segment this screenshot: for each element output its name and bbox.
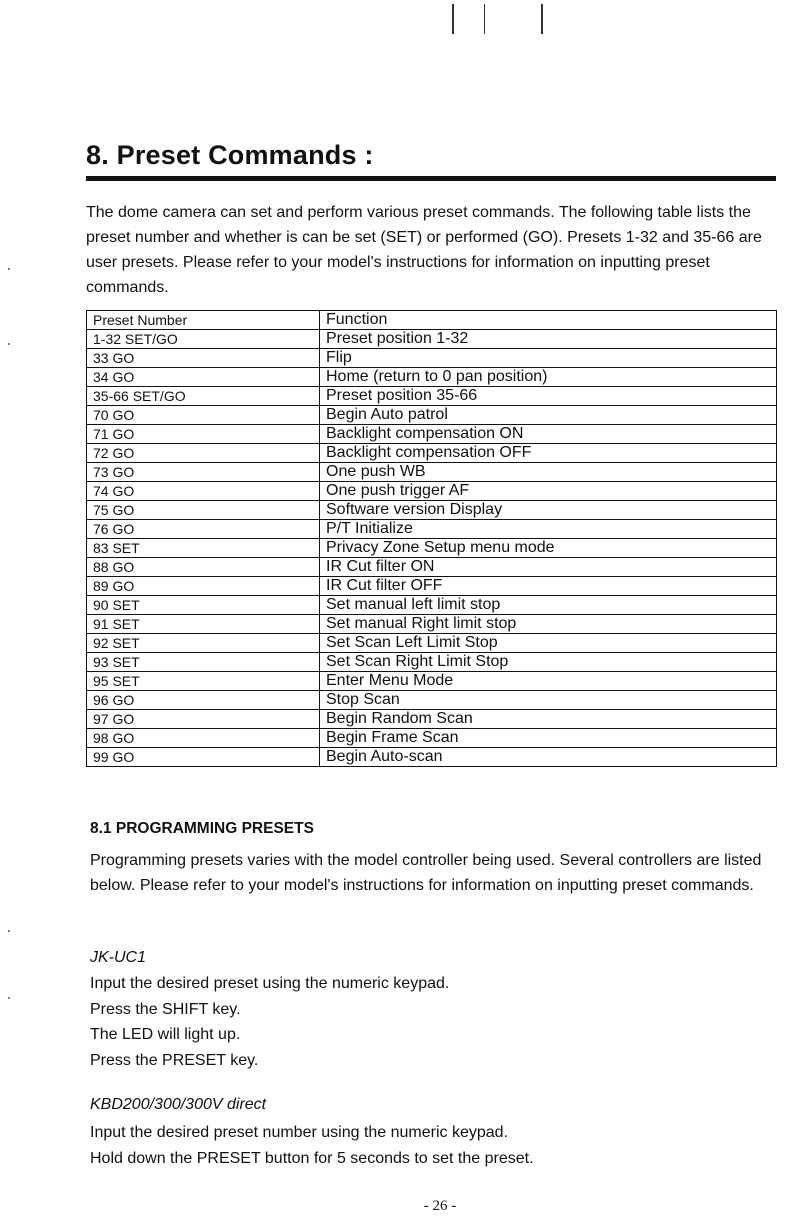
preset-function: Set Scan Right Limit Stop [320, 653, 777, 672]
preset-number: 95 SET [87, 672, 320, 691]
table-row [87, 653, 777, 672]
step-item: The LED will light up. [90, 1026, 241, 1043]
table-row [87, 368, 777, 387]
table-row [87, 710, 777, 729]
programming-paragraph: Programming presets varies with the model controller being used. Several controllers are listed below. Please refer to your model's instructions for information on inputting preset commands. [90, 852, 762, 894]
preset-function: Software version Display [320, 501, 777, 520]
scan-mark [452, 4, 454, 34]
table-row [87, 577, 777, 596]
preset-number: 97 GO [87, 710, 320, 729]
preset-function: Stop Scan [320, 691, 777, 710]
preset-number: 73 GO [87, 463, 320, 482]
table-row [87, 691, 777, 710]
preset-function: Backlight compensation ON [320, 425, 777, 444]
scan-mark [541, 4, 543, 34]
preset-function: IR Cut filter OFF [320, 577, 777, 596]
title-rule [86, 176, 776, 181]
step-item: Input the desired preset number using the numeric keypad. [90, 1124, 509, 1141]
preset-function: Preset position 1-32 [320, 330, 777, 349]
table-row [87, 672, 777, 691]
preset-number: 99 GO [87, 748, 320, 767]
preset-number: 34 GO [87, 368, 320, 387]
preset-number: 70 GO [87, 406, 320, 425]
preset-function: One push WB [320, 463, 777, 482]
preset-number: 98 GO [87, 729, 320, 748]
preset-number: 91 SET [87, 615, 320, 634]
table-row [87, 425, 777, 444]
page-title: 8. Preset Commands : [86, 140, 374, 170]
preset-number: 93 SET [87, 653, 320, 672]
table-row [87, 482, 777, 501]
controller-heading-jk-uc1: JK-UC1 [90, 949, 147, 966]
header-preset-number: Preset Number [87, 311, 320, 330]
table-row [87, 387, 777, 406]
step-item: Input the desired preset using the numeric keypad. [90, 975, 450, 992]
preset-function: Set manual Right limit stop [320, 615, 777, 634]
preset-number: 1-32 SET/GO [87, 330, 320, 349]
preset-number: 33 GO [87, 349, 320, 368]
controller-steps-jk-uc1 [90, 971, 449, 1073]
preset-number: 90 SET [87, 596, 320, 615]
preset-number: 71 GO [87, 425, 320, 444]
preset-number: 76 GO [87, 520, 320, 539]
preset-function: Begin Auto patrol [320, 406, 777, 425]
section-heading: 8.1 PROGRAMMING PRESETS [90, 820, 314, 837]
table-row [87, 748, 777, 767]
preset-number: 83 SET [87, 539, 320, 558]
preset-number: 96 GO [87, 691, 320, 710]
table-row [87, 330, 777, 349]
page-number: - 26 - [423, 1198, 457, 1214]
table-row [87, 634, 777, 653]
preset-function: Enter Menu Mode [320, 672, 777, 691]
table-row [87, 539, 777, 558]
table-row [87, 406, 777, 425]
table-row [87, 558, 777, 577]
table-row [87, 463, 777, 482]
preset-number: 92 SET [87, 634, 320, 653]
header-function: Function [320, 311, 777, 330]
preset-number: 88 GO [87, 558, 320, 577]
preset-number: 75 GO [87, 501, 320, 520]
table-row [87, 596, 777, 615]
step-item: Hold down the PRESET button for 5 seconds to set the preset. [90, 1149, 534, 1167]
scan-mark [484, 4, 485, 34]
scan-dot [8, 997, 10, 999]
preset-number: 72 GO [87, 444, 320, 463]
preset-function: One push trigger AF [320, 482, 777, 501]
table-header-row [87, 311, 777, 330]
preset-function: Preset position 35-66 [320, 387, 777, 406]
preset-function: Backlight compensation OFF [320, 444, 777, 463]
scan-dot [8, 268, 10, 270]
step-item: Press the SHIFT key. [90, 1000, 241, 1018]
table-row [87, 729, 777, 748]
scan-dot [8, 343, 10, 345]
table-row [87, 349, 777, 368]
preset-function: Privacy Zone Setup menu mode [320, 539, 777, 558]
preset-function: Begin Auto-scan [320, 748, 777, 767]
preset-table [86, 310, 777, 767]
preset-function: Begin Random Scan [320, 710, 777, 729]
preset-function: Flip [320, 349, 777, 368]
controller-heading-kbd: KBD200/300/300V direct [90, 1096, 267, 1113]
preset-function: Begin Frame Scan [320, 729, 777, 748]
preset-number: 35-66 SET/GO [87, 387, 320, 406]
step-item: Press the PRESET key. [90, 1051, 259, 1069]
table-row [87, 615, 777, 634]
preset-function: P/T Initialize [320, 520, 777, 539]
table-row [87, 501, 777, 520]
preset-function: Set manual left limit stop [320, 596, 777, 615]
preset-number: 89 GO [87, 577, 320, 596]
intro-paragraph: The dome camera can set and perform various preset commands. The following table lists the preset number and whether is can be set (SET) or performed (GO). Presets 1-32 and 35-66 are user presets. Please refer to your model's instructions for information on inputting preset commands. [86, 204, 762, 296]
controller-steps-kbd [90, 1120, 534, 1171]
preset-number: 74 GO [87, 482, 320, 501]
preset-function: IR Cut filter ON [320, 558, 777, 577]
scan-dot [8, 930, 10, 932]
table-row [87, 444, 777, 463]
preset-function: Set Scan Left Limit Stop [320, 634, 777, 653]
preset-function: Home (return to 0 pan position) [320, 368, 777, 387]
table-row [87, 520, 777, 539]
